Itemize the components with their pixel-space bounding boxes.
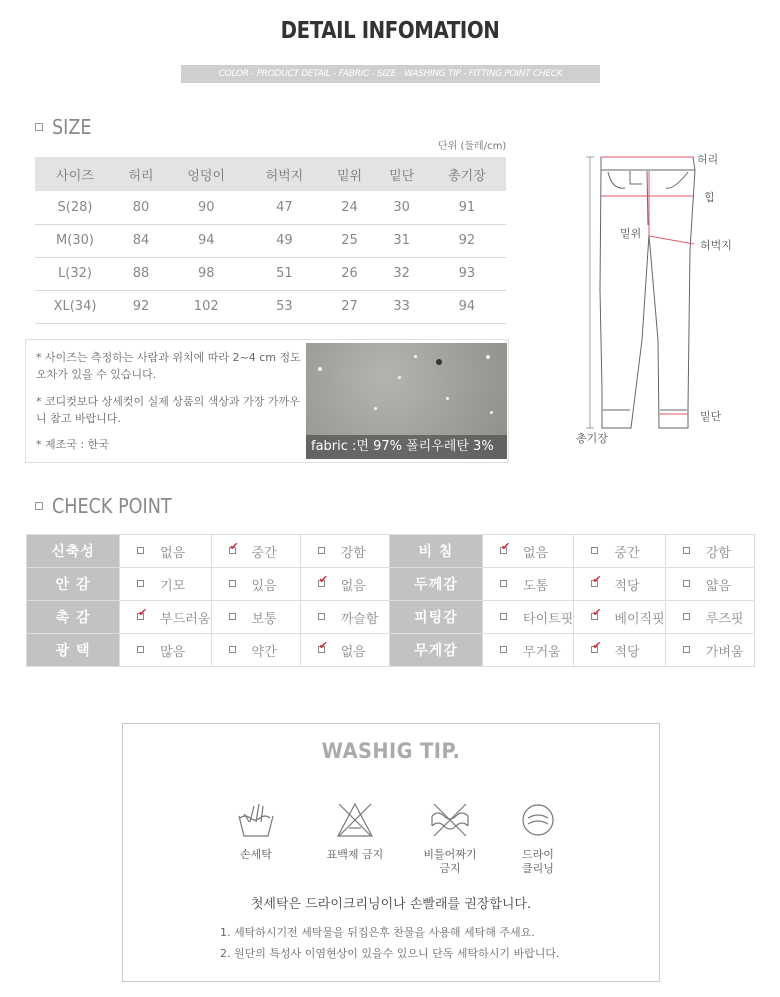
check-option[interactable] [120,535,211,568]
washing-tip-title: WASHIG TIP. [321,739,461,763]
size-cell: 94 [167,224,245,257]
check-option-label: 적당 [614,578,640,594]
check-option[interactable] [574,535,665,568]
check-row [27,601,755,634]
check-row [27,568,755,601]
checkbox-icon[interactable] [500,646,507,653]
dry-clean-item [498,800,578,876]
check-label: 신축성 [27,535,120,568]
rise-label: 밑위 [620,227,642,240]
size-cell: 30 [376,191,428,224]
check-option[interactable] [665,601,754,634]
no-bleach-label: 표백제 금지 [326,848,384,861]
check-option-label: 얇음 [705,578,731,594]
check-option[interactable] [120,634,211,667]
check-row [27,535,755,568]
washing-tip-box [122,723,660,982]
bullet-square-icon [35,123,43,131]
check-option[interactable] [483,535,574,568]
check-option-label: 적당 [614,644,640,660]
check-option-label: 보통 [251,611,277,627]
checkbox-icon[interactable] [500,580,507,587]
washing-note: 1. 세탁하시기전 세탁물을 뒤집은후 찬물을 사용해 세탁해 주세요. [220,926,535,939]
check-option[interactable] [574,634,665,667]
size-cell: 47 [245,191,323,224]
check-option-label: 강함 [705,545,731,561]
check-option-label: 무거움 [523,644,561,660]
size-cell: 26 [324,257,376,290]
size-cell: 92 [115,290,167,323]
check-option-label: 부드러움 [160,611,211,627]
checkbox-icon[interactable] [683,580,690,587]
checkbox-icon[interactable] [683,613,690,620]
check-label: 두께감 [389,568,482,601]
note-measurement: * 사이즈는 측정하는 사람과 위치에 따라 2~4 cm 정도 오차가 있을 수 있습니다. [36,351,301,381]
check-row [27,634,755,667]
check-option-label: 없음 [340,578,366,594]
size-cell: S(28) [35,191,115,224]
checkbox-icon[interactable] [229,646,236,653]
page-title: DETAIL INFOMATION [280,18,500,44]
pants-outline-icon [570,140,740,450]
checkbox-icon[interactable] [229,613,236,620]
check-point-heading [35,494,188,518]
check-option-label: 베이직핏 [614,611,665,627]
size-table [35,157,506,324]
table-row [35,257,506,290]
hand-wash-item [216,800,296,862]
size-cell: 88 [115,257,167,290]
size-cell: 92 [428,224,506,257]
checkbox-icon[interactable] [683,646,690,653]
checkbox-checked-icon[interactable] [591,646,598,653]
checkbox-icon[interactable] [500,613,507,620]
check-option-label: 타이트핏 [523,611,574,627]
size-cell: 94 [428,290,506,323]
size-heading [35,115,97,139]
check-option-label: 까슬함 [340,611,379,627]
fabric-swatch-image [306,343,507,459]
size-cell: 33 [376,290,428,323]
check-option[interactable] [574,568,665,601]
checkbox-icon[interactable] [683,547,690,554]
checkbox-icon[interactable] [137,580,144,587]
washing-main-text: 첫세탁은 드라이크리닝이나 손빨래를 권장합니다. [250,897,532,912]
check-option[interactable] [300,535,389,568]
unit-label: 단위 (둘레/cm) [438,141,507,152]
size-cell: 25 [324,224,376,257]
check-option-label: 루즈핏 [705,611,744,627]
dry-clean-label: 드라이 클리닝 [522,848,554,875]
col-header: 엉덩이 [167,157,245,191]
check-option[interactable] [211,634,300,667]
checkbox-checked-icon[interactable] [591,580,598,587]
washing-note: 2. 원단의 특성사 이염현상이 있을수 있으니 단독 세탁하시기 바랍니다. [220,947,560,960]
size-cell: 49 [245,224,323,257]
check-option[interactable] [483,634,574,667]
checkbox-icon[interactable] [318,547,325,554]
checkbox-checked-icon[interactable] [318,646,325,653]
checkbox-checked-icon[interactable] [318,580,325,587]
check-option-label: 약간 [251,644,277,660]
size-cell: 98 [167,257,245,290]
check-option-label: 없음 [523,545,549,561]
check-option-label: 기모 [160,578,186,594]
note-color: * 코디컷보다 상세컷이 실제 상품의 색상과 가장 가까우니 참고 바랍니다. [36,395,300,425]
size-cell: L(32) [35,257,115,290]
size-cell: 93 [428,257,506,290]
check-option[interactable] [120,601,211,634]
col-header: 허벅지 [245,157,323,191]
check-point-heading-text: CHECK POINT [52,494,172,518]
bullet-square-icon [35,502,43,510]
size-notes-box [25,339,509,463]
size-cell: 80 [115,191,167,224]
size-cell: 91 [428,191,506,224]
size-cell: 90 [167,191,245,224]
fabric-composition: fabric :면 97% 폴리우레탄 3% [306,435,507,459]
check-option-label: 많음 [160,644,186,660]
size-cell: XL(34) [35,290,115,323]
section-nav-bar: COLOR - PRODUCT DETAIL - FABRIC - SIZE - WASHING TIP - FITTING POINT CHECK [181,65,600,83]
size-cell: 31 [376,224,428,257]
check-label: 피팅감 [389,601,482,634]
check-option-label: 강함 [340,545,366,561]
size-cell: 27 [324,290,376,323]
checkbox-icon[interactable] [591,547,598,554]
no-wring-item [410,800,490,876]
col-header: 밑단 [376,157,428,191]
size-cell: M(30) [35,224,115,257]
check-point-table [26,534,755,667]
thigh-label: 허벅지 [700,239,732,252]
no-bleach-item [315,800,395,862]
size-table-header [35,157,506,191]
check-label: 촉 감 [27,601,120,634]
check-option[interactable] [120,568,211,601]
col-header: 총기장 [428,157,506,191]
check-option[interactable] [211,535,300,568]
check-option[interactable] [665,634,754,667]
check-label: 안 감 [27,568,120,601]
checkbox-icon[interactable] [137,547,144,554]
check-option-label: 없음 [160,545,186,561]
check-option[interactable] [483,568,574,601]
col-header: 밑위 [324,157,376,191]
size-cell: 51 [245,257,323,290]
note-origin: * 제조국 : 한국 [36,438,109,451]
table-row [35,224,506,257]
check-option[interactable] [211,601,300,634]
check-label: 광 택 [27,634,120,667]
check-option[interactable] [665,568,754,601]
hand-wash-icon [236,800,276,840]
col-header: 허리 [115,157,167,191]
size-cell: 32 [376,257,428,290]
check-option[interactable] [300,601,389,634]
check-option-label: 없음 [340,644,366,660]
size-cell: 102 [167,290,245,323]
check-option-label: 중간 [614,545,640,561]
pants-measurement-diagram [570,140,740,450]
check-option-label: 중간 [251,545,277,561]
no-wring-icon [430,800,470,840]
size-cell: 84 [115,224,167,257]
size-heading-text: SIZE [52,115,92,139]
checkbox-icon[interactable] [229,580,236,587]
check-option[interactable] [483,601,574,634]
hem-label: 밑단 [700,410,722,423]
check-option[interactable] [665,535,754,568]
checkbox-checked-icon[interactable] [500,547,507,554]
check-option-label: 있음 [251,578,277,594]
no-wring-label: 비틀어짜기 금지 [423,848,477,875]
no-bleach-icon [335,800,375,840]
check-option[interactable] [211,568,300,601]
waist-label: 허리 [697,153,719,166]
check-option[interactable] [574,601,665,634]
check-option[interactable] [300,634,389,667]
checkbox-checked-icon[interactable] [137,613,144,620]
check-option-label: 가벼움 [705,644,744,660]
checkbox-checked-icon[interactable] [591,613,598,620]
length-label: 총기장 [576,432,608,445]
size-cell: 24 [324,191,376,224]
hip-label: 힙 [704,191,715,204]
dry-clean-icon [518,800,558,840]
table-row [35,191,506,224]
size-cell: 53 [245,290,323,323]
check-option[interactable] [300,568,389,601]
check-option-label: 도톰 [523,578,549,594]
checkbox-checked-icon[interactable] [229,547,236,554]
hand-wash-label: 손세탁 [240,848,272,861]
check-label: 비 침 [389,535,482,568]
table-row [35,290,506,323]
check-label: 무게감 [389,634,482,667]
col-header: 사이즈 [35,157,115,191]
checkbox-icon[interactable] [318,613,325,620]
checkbox-icon[interactable] [137,646,144,653]
